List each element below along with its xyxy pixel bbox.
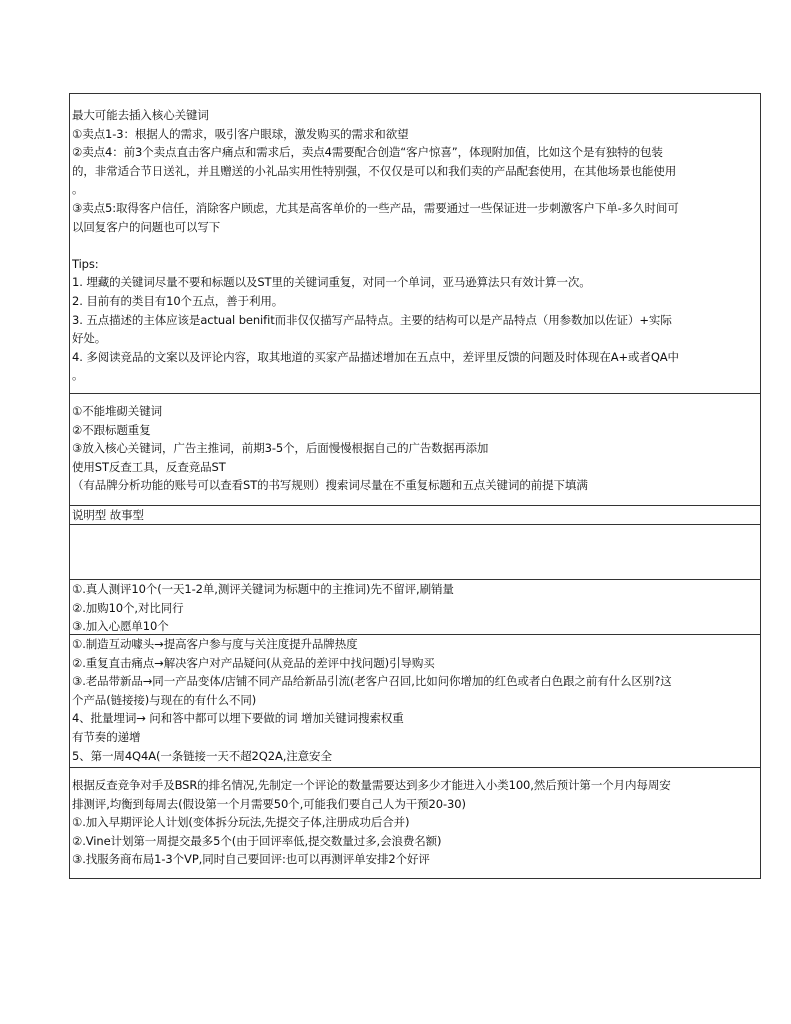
blank-line: [72, 236, 758, 255]
text-line: ③.老品带新品→同一产品变体/店铺不同产品给新品引流(老客户召回,比如问你增加的红色或者白色跟之前有什么区别?这: [72, 674, 672, 689]
table-row-search-terms: [70, 394, 760, 506]
text-line: ③.加入心愿单10个: [72, 619, 169, 634]
text-line: 有节奏的递增: [72, 729, 141, 744]
text-line: ②不跟标题重复: [72, 422, 151, 437]
text-line: Tips:: [72, 256, 99, 271]
text-line: 根据反查竞争对手及BSR的排名情况,先制定一个评论的数量需要达到多少才能进入小类100,然后预计第一个月内每周安: [72, 778, 671, 792]
text-line: 4、批量埋词→ 问和答中都可以埋下要做的词 增加关键词搜索权重: [72, 711, 404, 726]
text-line: ②卖点4：前3个卖点直击客户痛点和需求后，卖点4需要配合创造“客户惊喜”，体现附加值，比如这个是有独特的包装: [72, 145, 663, 160]
text-line: 4. 多阅读竞品的文案以及评论内容，取其地道的买家产品描述增加在五点中，差评里反馈的问题及时体现在A+或者QA中: [72, 349, 679, 364]
text-line: 个产品(链接接)与现在的有什么不同): [72, 692, 257, 707]
text-line: 排测评,均衡到每周去(假设第一个月需要50个,可能我们要自己人为干预20-30): [72, 796, 466, 811]
text-line: 5、第一周4Q4A(一条链接一天不超2Q2A,注意安全: [72, 748, 332, 763]
text-line: ①不能堆砌关键词: [72, 404, 163, 418]
text-line: （有品牌分析功能的账号可以查看ST的书写规则）搜索词尽量在不重复标题和五点关键词的前提下填满: [72, 478, 588, 493]
table-row-reviews: [70, 580, 760, 635]
text-line: 。: [72, 368, 84, 383]
text-line: ①.加入早期评论人计划(变体拆分玩法,先提交子体,注册成功后合并): [72, 815, 410, 830]
text-line: ②.加购10个,对比同行: [72, 600, 184, 615]
table-row-review-plan: [70, 768, 760, 880]
text-line: 好处。: [72, 331, 107, 346]
text-line: 说明型 故事型: [72, 508, 144, 522]
table-row-bullet-points: [70, 94, 760, 394]
table-row-empty: [70, 525, 760, 580]
text-line: ③放入核心关键词，广告主推词，前期3-5个，后面慢慢根据自己的广告数据再添加: [72, 441, 489, 456]
text-line: ③.找服务商布局1-3个VP,同时自己要回评:也可以再测评单安排2个好评: [72, 852, 430, 867]
table-row-description-type: [70, 506, 760, 525]
text-line: ①卖点1-3：根据人的需求，吸引客户眼球，激发购买的需求和欲望: [72, 126, 409, 141]
text-line: ①.制造互动噱头→提高客户参与度与关注度提升品牌热度: [72, 637, 358, 651]
content-table: [69, 93, 761, 879]
text-line: 。: [72, 182, 84, 197]
text-line: ③卖点5:取得客户信任，消除客户顾虑，尤其是高客单价的一些产品，需要通过一些保证进一步刺激客户下单-多久时间可: [72, 200, 679, 215]
text-line: ①.真人测评10个(一天1-2单,测评关键词为标题中的主推词)先不留评,刷销量: [72, 582, 454, 596]
text-line: 使用ST反查工具，反查竞品ST: [72, 459, 226, 474]
text-line: 的，非常适合节日送礼，并且赠送的小礼品实用性特别强，不仅仅是可以和我们卖的产品配套使用，在其他场景也能使用: [72, 163, 677, 178]
text-line: 2. 目前有的类目有10个五点，善于利用。: [72, 293, 284, 308]
text-line: 1. 埋藏的关键词尽量不要和标题以及ST里的关键词重复，对同一个单词，亚马逊算法只有效计算一次。: [72, 275, 591, 290]
text-line: ②.重复直击痛点→解决客户对产品疑问(从竞品的差评中找问题)引导购买: [72, 655, 435, 670]
text-line: 最大可能去插入核心关键词: [72, 108, 209, 122]
text-line: ②.Vine计划第一周提交最多5个(由于回评率低,提交数量过多,会浪费名额): [72, 833, 442, 848]
table-row-qa: [70, 635, 760, 768]
text-line: 以回复客户的问题也可以写下: [72, 219, 221, 234]
text-line: 3. 五点描述的主体应该是actual benifit而非仅仅描写产品特点。主要的结构可以是产品特点（用参数加以佐证）+实际: [72, 312, 672, 327]
